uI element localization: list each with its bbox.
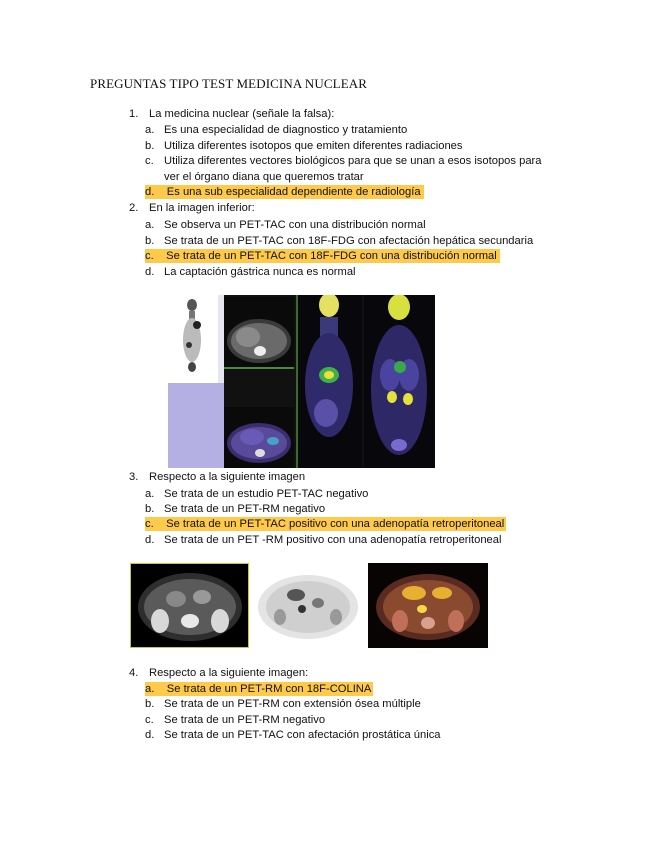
question-number: 1.: [129, 108, 139, 120]
page-title: PREGUNTAS TIPO TEST MEDICINA NUCLEAR: [90, 76, 368, 91]
option-text: Es una sub especialidad dependiente de radiología: [166, 186, 421, 198]
option-letter: a.: [145, 124, 155, 136]
option-text: La captación gástrica nunca es normal: [164, 266, 356, 278]
option-letter: d.: [145, 534, 155, 546]
option-text: Utiliza diferentes isotopos que emiten diferentes radiaciones: [164, 140, 463, 152]
question-text: La medicina nuclear (señale la falsa):: [149, 108, 335, 120]
option-text: Se trata de un estudio PET-TAC negativo: [164, 488, 369, 500]
option-letter: c.: [145, 250, 154, 262]
option-selected: [145, 185, 424, 199]
option-letter: d.: [145, 266, 155, 278]
option-letter: b.: [145, 140, 155, 152]
option-letter: c.: [145, 714, 154, 726]
option-letter: a.: [145, 683, 155, 695]
pet-tac-image: [168, 295, 435, 468]
option-selected: [145, 682, 373, 696]
option-letter: c.: [145, 155, 154, 167]
option-letter: b.: [145, 698, 155, 710]
question-text: Respecto a la siguiente imagen: [149, 471, 306, 483]
pet-tac-axial-image: [130, 563, 488, 648]
option-letter: b.: [145, 503, 155, 515]
option-text: Es una especialidad de diagnostico y tratamiento: [164, 124, 408, 136]
option-text: Se trata de un PET-RM negativo: [164, 714, 326, 726]
question-number: 4.: [129, 667, 139, 679]
option-text: Se trata de un PET-TAC con 18F-FDG con afectación hepática secundaria: [164, 235, 534, 247]
option-letter: d.: [145, 729, 155, 741]
question-number: 2.: [129, 202, 139, 214]
option-text: Se trata de un PET-RM con 18F-COLINA: [166, 683, 372, 695]
option-letter: d.: [145, 186, 155, 198]
option-letter: a.: [145, 488, 155, 500]
option-text: Se observa un PET-TAC con una distribución normal: [164, 219, 426, 231]
option-text-continuation: ver el órgano diana que queremos tratar: [164, 171, 364, 183]
option-text: Se trata de un PET-RM con extensión ósea múltiple: [164, 698, 421, 710]
question-number: 3.: [129, 471, 139, 483]
option-text: Utiliza diferentes vectores biológicos para que se unan a esos isotopos para: [164, 155, 542, 167]
option-text: Se trata de un PET-RM negativo: [164, 503, 326, 515]
option-letter: b.: [145, 235, 155, 247]
option-text: Se trata de un PET-TAC con afectación prostática única: [164, 729, 441, 741]
option-selected: [145, 249, 500, 263]
question-text: Respecto a la siguiente imagen:: [149, 667, 309, 679]
option-selected: [145, 517, 506, 531]
option-text: Se trata de un PET-TAC positivo con una adenopatía retroperitoneal: [166, 518, 505, 530]
question-text: En la imagen inferior:: [149, 202, 255, 214]
option-text: Se trata de un PET -RM positivo con una adenopatía retroperitoneal: [164, 534, 502, 546]
option-text: Se trata de un PET-TAC con 18F-FDG con una distribución normal: [166, 250, 497, 262]
option-letter: c.: [145, 518, 154, 530]
option-letter: a.: [145, 219, 155, 231]
